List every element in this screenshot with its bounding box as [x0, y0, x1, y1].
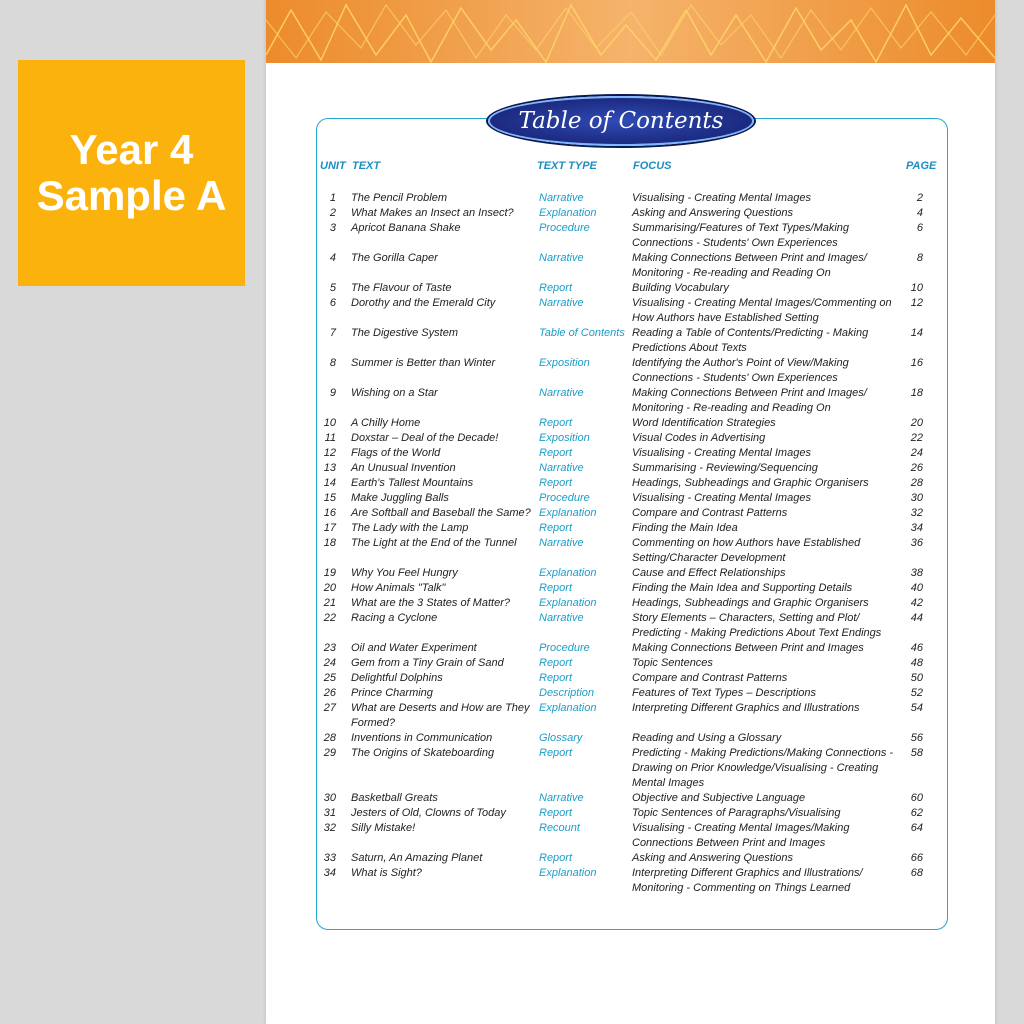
column-header-unit: UNIT	[320, 160, 346, 172]
focus-text: Objective and Subjective Language	[632, 792, 806, 804]
focus-text: Visualising - Creating Mental Images/Making Connections Between Print and Images	[632, 822, 850, 849]
focus-text: Compare and Contrast Patterns	[632, 507, 788, 519]
page-number: 52	[910, 687, 923, 699]
unit-number: 30	[323, 792, 336, 804]
text-title: Inventions in Communication	[351, 732, 493, 744]
unit-number: 33	[323, 852, 336, 864]
column-header-text: TEXT	[352, 160, 381, 172]
page-number: 10	[910, 282, 923, 294]
text-type: Exposition	[539, 432, 590, 444]
text-type: Procedure	[539, 222, 590, 234]
unit-number: 12	[323, 447, 336, 459]
text-title: Flags of the World	[351, 447, 441, 459]
page-number: 16	[910, 357, 923, 369]
unit-number: 2	[329, 207, 336, 219]
header-banner	[266, 0, 995, 63]
focus-text: Visualising - Creating Mental Images	[632, 492, 811, 504]
page-number: 56	[910, 732, 923, 744]
page-number: 64	[910, 822, 923, 834]
text-type: Glossary	[539, 732, 583, 744]
page-number: 4	[916, 207, 923, 219]
unit-number: 13	[323, 462, 336, 474]
year-badge	[18, 60, 245, 286]
text-type: Report	[539, 657, 573, 669]
focus-text: Visualising - Creating Mental Images	[632, 447, 811, 459]
page-number: 50	[910, 672, 923, 684]
text-type: Report	[539, 522, 573, 534]
unit-number: 4	[329, 252, 336, 264]
text-type: Narrative	[539, 537, 584, 549]
unit-number: 18	[323, 537, 336, 549]
unit-number: 9	[329, 387, 336, 399]
text-title: What Makes an Insect an Insect?	[351, 207, 514, 219]
page-number: 6	[916, 222, 923, 234]
focus-text: Visual Codes in Advertising	[632, 432, 766, 444]
text-type: Report	[539, 447, 573, 459]
unit-number: 1	[329, 192, 336, 204]
unit-number: 11	[324, 432, 336, 444]
page-number: 14	[910, 327, 923, 339]
focus-text: Interpreting Different Graphics and Illustrations	[632, 702, 860, 714]
page-number: 20	[910, 417, 923, 429]
unit-number: 24	[323, 657, 336, 669]
page-number: 38	[910, 567, 923, 579]
focus-text: Reading a Table of Contents/Predicting - Making Predictions About Texts	[632, 327, 869, 354]
unit-number: 22	[323, 612, 336, 624]
focus-text: Compare and Contrast Patterns	[632, 672, 788, 684]
text-type: Report	[539, 282, 573, 294]
focus-text: Headings, Subheadings and Graphic Organisers	[632, 477, 869, 489]
text-title: Dorothy and the Emerald City	[351, 297, 496, 309]
page-number: 36	[910, 537, 923, 549]
text-type: Explanation	[539, 597, 597, 609]
text-type: Report	[539, 807, 573, 819]
text-title: Saturn, An Amazing Planet	[351, 852, 483, 864]
text-type: Narrative	[539, 252, 584, 264]
text-type: Narrative	[539, 192, 584, 204]
text-type: Report	[539, 747, 573, 759]
text-title: Apricot Banana Shake	[351, 222, 461, 234]
page-number: 26	[910, 462, 923, 474]
text-type: Description	[539, 687, 595, 699]
text-title: The Light at the End of the Tunnel	[351, 537, 517, 549]
unit-number: 21	[323, 597, 336, 609]
focus-text: Topic Sentences of Paragraphs/Visualising	[632, 807, 841, 819]
document-page	[266, 0, 995, 1024]
zigzag-decoration-icon	[266, 0, 995, 63]
unit-number: 8	[329, 357, 336, 369]
page-number: 48	[910, 657, 923, 669]
page-number: 46	[910, 642, 923, 654]
page-number: 18	[910, 387, 923, 399]
focus-text: Identifying the Author's Point of View/Making Connections - Students' Own Experiences	[632, 357, 849, 384]
text-type: Report	[539, 477, 573, 489]
text-title: Silly Mistake!	[351, 822, 416, 834]
page-number: 24	[910, 447, 923, 459]
text-title: Earth's Tallest Mountains	[351, 477, 474, 489]
column-header-type: TEXT TYPE	[537, 160, 597, 172]
column-header-page: PAGE	[906, 160, 937, 172]
page-number: 44	[910, 612, 923, 624]
focus-text: Making Connections Between Print and Images/ Monitoring - Re-reading and Reading On	[632, 252, 867, 279]
text-title: The Lady with the Lamp	[351, 522, 469, 534]
text-title: Delightful Dolphins	[351, 672, 443, 684]
focus-text: Reading and Using a Glossary	[632, 732, 782, 744]
unit-number: 16	[323, 507, 336, 519]
page-number: 62	[910, 807, 923, 819]
focus-text: Summarising/Features of Text Types/Making Connections - Students' Own Experiences	[632, 222, 850, 249]
page-number: 60	[910, 792, 923, 804]
text-title: Gem from a Tiny Grain of Sand	[351, 657, 504, 669]
text-type: Explanation	[539, 867, 597, 879]
contents-title	[488, 96, 754, 146]
text-type: Narrative	[539, 297, 584, 309]
unit-number: 25	[323, 672, 336, 684]
text-title: What are Deserts and How are They Formed?	[351, 702, 530, 729]
text-title: Jesters of Old, Clowns of Today	[351, 807, 506, 819]
text-type: Procedure	[539, 642, 590, 654]
badge-line-2: Sample A	[36, 172, 227, 219]
page-number: 40	[910, 582, 923, 594]
focus-text: Interpreting Different Graphics and Illustrations/ Monitoring - Commenting on Things Learned	[632, 867, 863, 894]
page-number: 66	[910, 852, 923, 864]
unit-number: 5	[329, 282, 336, 294]
focus-text: Asking and Answering Questions	[632, 852, 794, 864]
focus-text: Headings, Subheadings and Graphic Organisers	[632, 597, 869, 609]
unit-number: 27	[323, 702, 336, 714]
text-title: Basketball Greats	[351, 792, 438, 804]
text-title: Why You Feel Hungry	[351, 567, 458, 579]
focus-text: Asking and Answering Questions	[632, 207, 794, 219]
text-type: Table of Contents	[539, 327, 625, 339]
unit-number: 7	[329, 327, 336, 339]
unit-number: 29	[323, 747, 336, 759]
text-type: Report	[539, 582, 573, 594]
text-type: Narrative	[539, 612, 584, 624]
page-number: 22	[910, 432, 923, 444]
text-title: A Chilly Home	[351, 417, 421, 429]
page-number: 32	[910, 507, 923, 519]
page-number: 54	[910, 702, 923, 714]
text-title: The Digestive System	[351, 327, 458, 339]
text-title: Oil and Water Experiment	[351, 642, 477, 654]
unit-number: 32	[323, 822, 336, 834]
focus-text: Making Connections Between Print and Images	[632, 642, 864, 654]
text-type: Narrative	[539, 792, 584, 804]
text-type: Report	[539, 417, 573, 429]
unit-number: 26	[323, 687, 336, 699]
unit-number: 15	[323, 492, 336, 504]
unit-number: 19	[323, 567, 336, 579]
focus-text: Word Identification Strategies	[632, 417, 776, 429]
text-type: Recount	[539, 822, 580, 834]
unit-number: 17	[323, 522, 336, 534]
focus-text: Building Vocabulary	[632, 282, 729, 294]
unit-number: 20	[323, 582, 336, 594]
page-number: 30	[910, 492, 923, 504]
unit-number: 6	[329, 297, 336, 309]
text-title: How Animals "Talk"	[351, 582, 446, 594]
text-title: The Gorilla Caper	[351, 252, 438, 264]
focus-text: Predicting - Making Predictions/Making Connections - Drawing on Prior Knowledge/Visualising - Creating Mental Images	[632, 747, 894, 789]
focus-text: Summarising - Reviewing/Sequencing	[632, 462, 818, 474]
focus-text: Features of Text Types – Descriptions	[632, 687, 817, 699]
focus-text: Making Connections Between Print and Images/ Monitoring - Re-reading and Reading On	[632, 387, 867, 414]
page-number: 2	[916, 192, 923, 204]
text-type: Report	[539, 672, 573, 684]
page-number: 12	[910, 297, 923, 309]
focus-text: Visualising - Creating Mental Images	[632, 192, 811, 204]
text-title: The Pencil Problem	[351, 192, 447, 204]
page-number: 8	[916, 252, 923, 264]
text-type: Report	[539, 852, 573, 864]
text-title: What are the 3 States of Matter?	[351, 597, 510, 609]
text-title: Wishing on a Star	[351, 387, 438, 399]
column-header-focus: FOCUS	[633, 160, 672, 172]
text-title: The Origins of Skateboarding	[351, 747, 495, 759]
focus-text: Story Elements – Characters, Setting and Plot/ Predicting - Making Predictions About Text Endings	[632, 612, 882, 639]
page-number: 28	[910, 477, 923, 489]
focus-text: Finding the Main Idea and Supporting Details	[632, 582, 853, 594]
unit-number: 28	[323, 732, 336, 744]
text-title: Make Juggling Balls	[351, 492, 449, 504]
badge-line-1: Year 4	[69, 126, 194, 173]
text-title: Summer is Better than Winter	[351, 357, 496, 369]
focus-text: Cause and Effect Relationships	[632, 567, 786, 579]
focus-text: Finding the Main Idea	[632, 522, 738, 534]
text-title: Racing a Cyclone	[351, 612, 438, 624]
text-type: Explanation	[539, 507, 597, 519]
title-text: Table of Contents	[518, 108, 724, 134]
text-type: Explanation	[539, 567, 597, 579]
unit-number: 14	[323, 477, 336, 489]
text-type: Narrative	[539, 462, 584, 474]
unit-number: 23	[323, 642, 336, 654]
text-title: The Flavour of Taste	[351, 282, 452, 294]
focus-text: Commenting on how Authors have Established Setting/Character Development	[632, 537, 861, 564]
text-type: Explanation	[539, 702, 597, 714]
page-number: 42	[910, 597, 923, 609]
text-type: Explanation	[539, 207, 597, 219]
text-title: Doxstar – Deal of the Decade!	[351, 432, 499, 444]
page-number: 58	[910, 747, 923, 759]
text-title: Are Softball and Baseball the Same?	[351, 507, 531, 519]
page-number: 34	[910, 522, 923, 534]
focus-text: Visualising - Creating Mental Images/Commenting on How Authors have Established Setting	[632, 297, 892, 324]
unit-number: 31	[323, 807, 336, 819]
unit-number: 10	[323, 417, 336, 429]
text-title: What is Sight?	[351, 867, 422, 879]
text-title: Prince Charming	[351, 687, 433, 699]
text-type: Narrative	[539, 387, 584, 399]
page-number: 68	[910, 867, 923, 879]
focus-text: Topic Sentences	[632, 657, 713, 669]
text-title: An Unusual Invention	[351, 462, 456, 474]
text-type: Procedure	[539, 492, 590, 504]
unit-number: 3	[329, 222, 336, 234]
unit-number: 34	[323, 867, 336, 879]
text-type: Exposition	[539, 357, 590, 369]
